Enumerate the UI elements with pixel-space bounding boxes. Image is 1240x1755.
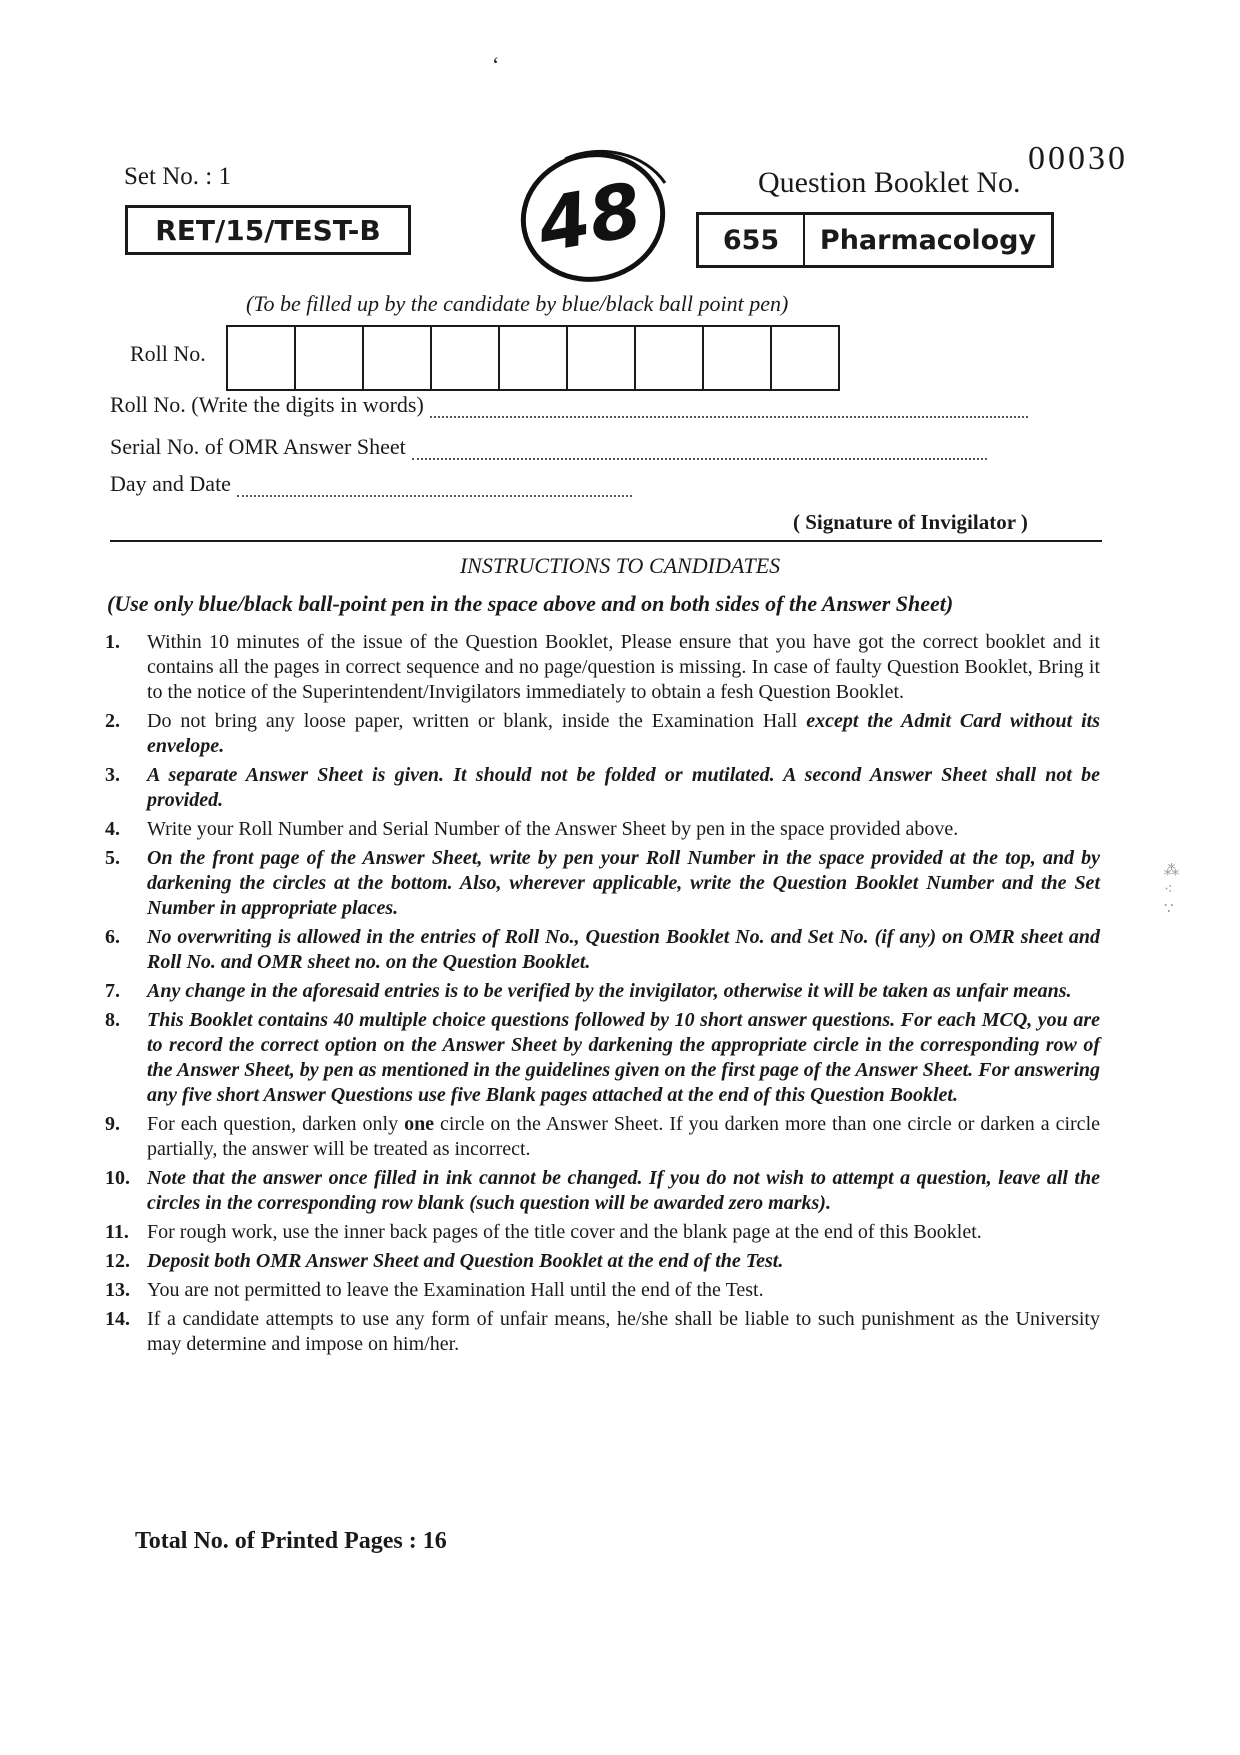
day-date-line[interactable] — [237, 477, 632, 497]
margin-smudge: ⁂ ⁖ ∵ — [1164, 863, 1179, 917]
instruction-item: 14. If a candidate attempts to use any form of unfair means, he/she shall be liable to such punishment as the University may determine and impose on him/her. — [105, 1308, 1100, 1355]
instruction-item: 4. Write your Roll Number and Serial Number of the Answer Sheet by pen in the space provided above. — [105, 818, 959, 840]
subject-code: 655 — [699, 215, 805, 265]
roll-words-line[interactable] — [430, 398, 1028, 418]
omr-serial-line[interactable] — [412, 440, 987, 460]
subject-box — [696, 212, 1054, 268]
instructions-list — [105, 630, 1100, 1357]
instruction-item: 10. Note that the answer once filled in ink cannot be changed. If you do not wish to attempt a question, leave all the circles in the corresponding row blank (such question will be awarded zero marks). — [105, 1167, 1100, 1214]
roll-digit-box[interactable] — [636, 327, 704, 389]
roll-digit-box[interactable] — [568, 327, 636, 389]
total-pages-label: Total No. of Printed Pages : — [135, 1528, 417, 1554]
instruction-item: 5. On the front page of the Answer Sheet, write by pen your Roll Number in the space provided at the top, and by darkening the circles at the bottom. Also, wherever applicable, write the Question Booklet Number and the Set Number in appropriate places. — [105, 847, 1100, 919]
day-date-label: Day and Date — [110, 471, 231, 496]
divider — [110, 540, 1102, 542]
roll-digit-box[interactable] — [704, 327, 772, 389]
instruction-item: 8. This Booklet contains 40 multiple choice questions followed by 10 short answer questions. For each MCQ, you are to record the correct option on the Answer Sheet by darkening the appropriate circle in the corresponding row of the Answer Sheet, by pen as mentioned in the guidelines given on the first page of the Answer Sheet. For answering any five short Answer Questions use five Blank pages attached at the end of this Question Booklet. — [105, 1009, 1100, 1106]
roll-digit-box[interactable] — [364, 327, 432, 389]
omr-serial-field — [110, 434, 987, 460]
subject-name: Pharmacology — [819, 224, 1037, 256]
roll-digit-box[interactable] — [228, 327, 296, 389]
roll-digit-box[interactable] — [500, 327, 568, 389]
instruction-item: 13. You are not permitted to leave the Examination Hall until the end of the Test. — [105, 1279, 764, 1301]
question-booklet-label: Question Booklet No. — [758, 166, 1021, 199]
omr-serial-label: Serial No. of OMR Answer Sheet — [110, 434, 406, 459]
roll-digit-box[interactable] — [296, 327, 364, 389]
booklet-number: 00030 — [1028, 140, 1128, 177]
roll-number-label: Roll No. — [130, 341, 206, 366]
day-date-field — [110, 471, 632, 497]
roll-words-field — [110, 392, 1028, 418]
handwritten-mark-text: 48 — [531, 166, 648, 270]
fill-instruction-note: (To be filled up by the candidate by blue/black ball point pen) — [246, 291, 789, 316]
set-number: Set No. : 1 — [124, 163, 231, 190]
stray-mark: ʻ — [492, 52, 500, 77]
test-code-box — [125, 205, 411, 255]
instruction-item: 1. Within 10 minutes of the issue of the Question Booklet, Please ensure that you have got the correct booklet and it contains all the pages in correct sequence and no page/question is missing. In case of faulty Question Booklet, Bring it to the notice of the Superintendent/Invigilators immediately to obtain a fesh Question Booklet. — [105, 631, 1100, 703]
roll-words-label: Roll No. (Write the digits in words) — [110, 392, 424, 417]
instructions-subtitle: (Use only blue/black ball-point pen in the space above and on both sides of the Answer Sheet) — [107, 591, 954, 616]
instruction-item: 2. Do not bring any loose paper, written or blank, inside the Examination Hall except the Admit Card without its envelope. — [105, 710, 1101, 757]
instruction-item: 12. Deposit both OMR Answer Sheet and Question Booklet at the end of the Test. — [105, 1250, 784, 1272]
test-code: RET/15/TEST-B — [155, 213, 381, 247]
instruction-item: 9. For each question, darken only one circle on the Answer Sheet. If you darken more than one circle or darken a circle partially, the answer will be treated as incorrect. — [105, 1113, 1100, 1160]
total-pages-value: 16 — [422, 1528, 447, 1554]
invigilator-signature-label: ( Signature of Invigilator ) — [793, 510, 1028, 534]
handwritten-circled-mark — [505, 135, 680, 295]
instruction-item: 6. No overwriting is allowed in the entries of Roll No., Question Booklet No. and Set No. (if any) on OMR sheet and Roll No. and OMR sheet no. on the Question Booklet. — [105, 926, 1100, 973]
total-printed-pages — [135, 1528, 447, 1555]
instruction-item: 7. Any change in the aforesaid entries is to be verified by the invigilator, otherwise it will be taken as unfair means. — [105, 980, 1072, 1002]
roll-digit-box[interactable] — [772, 327, 840, 389]
instruction-item: 11. For rough work, use the inner back pages of the title cover and the blank page at the end of this Booklet. — [105, 1221, 982, 1243]
instructions-title: INSTRUCTIONS TO CANDIDATES — [459, 553, 781, 578]
roll-digit-box[interactable] — [432, 327, 500, 389]
instruction-item: 3. A separate Answer Sheet is given. It should not be folded or mutilated. A second Answer Sheet shall not be provided. — [105, 764, 1100, 811]
roll-number-grid — [226, 325, 840, 391]
